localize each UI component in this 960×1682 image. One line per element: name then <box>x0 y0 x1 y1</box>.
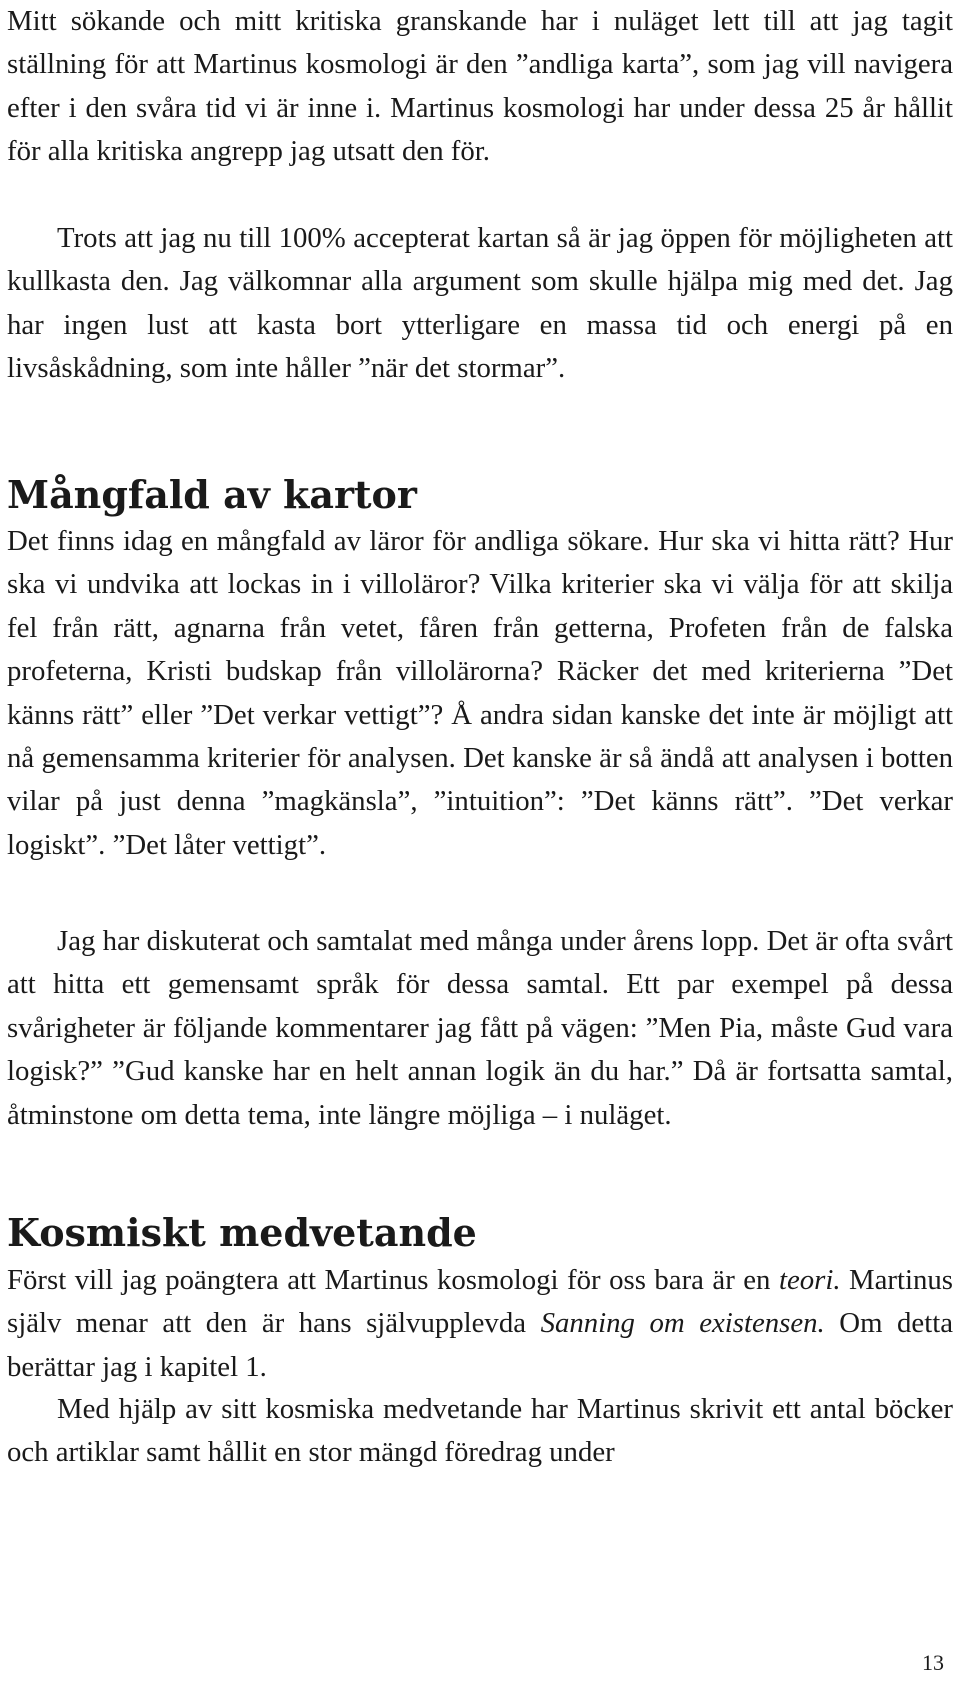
paragraph-theory-emphasis-teori: teori. <box>778 1264 841 1296</box>
paragraph-theory-part-b: Martinus själv menar att den är hans självupplevda <box>7 1264 953 1340</box>
heading-mangfald-av-kartor: Mångfald av kartor <box>7 472 417 517</box>
page-number: 13 <box>922 1650 944 1675</box>
paragraph-cosmic-consciousness: Med hjälp av sitt kosmiska medvetande har Martinus skrivit ett antal böcker och artiklar samt hållit en stor mängd föredrag under <box>7 1393 953 1469</box>
paragraph-theory-emphasis-sanning: Sanning om existensen. <box>540 1307 825 1340</box>
paragraph-intro: Mitt sökande och mitt kritiska granskande har i nuläget lett till att jag tagit ställning för att Martinus kosmologi är den ”andliga karta”, som jag vill navigera efter i den svåra tid vi är inne i. Martinus kosmologi har under dessa 25 år hållit för alla kritiska angrepp jag utsatt den för. <box>7 5 953 168</box>
paragraph-discussions: Jag har diskuterat och samtalat med många under årens lopp. Det är ofta svårt att hitta ett gemensamt språk för dessa samtal. Ett par exempel på dessa svårigheter är följande kommentarer jag fått på vägen: ”Men Pia, måste Gud vara logisk?” ”Gud kanske har en helt annan logik än du har.” Då är fortsatta samtal, åtminstone om detta tema, inte längre möjliga – i nuläget. <box>7 925 953 1131</box>
paragraph-theory <box>7 1259 953 1389</box>
paragraph-theory-part-c: Om detta berättar jag i kapitel 1. <box>7 1307 953 1383</box>
paragraph-theory-part-a: Först vill jag poängtera att Martinus kosmologi för oss bara är en <box>7 1264 779 1296</box>
paragraph-criteria: Det finns idag en mångfald av läror för andliga sökare. Hur ska vi hitta rätt? Hur ska vi undvika att lockas in i villoläror? Vilka kriterier ska vi välja för att skilja fel från rätt, agnarna från vetet, fåren från getterna, Profeten från de falska profeterna, Kristi budskap från villolärorna? Räcker det med kriterierna ”Det känns rätt” eller ”Det verkar vettigt”? Å andra sidan kanske det inte är möjligt att nå gemensamma kriterier för analysen. Det kanske är så ändå att analysen i botten vilar på just denna ”magkänsla”, ”intuition”: ”Det känns rätt”. ”Det verkar logiskt”. ”Det låter vettigt”. <box>7 525 953 861</box>
paragraph-open-to-refute: Trots att jag nu till 100% accepterat kartan så är jag öppen för möjligheten att kullkasta den. Jag välkomnar alla argument som skulle hjälpa mig med det. Jag har ingen lust att kasta bort ytterligare en massa tid och energi på en livsåskådning, som inte håller ”när det stormar”. <box>7 222 953 385</box>
heading-kosmiskt-medvetande: Kosmiskt medvetande <box>7 1210 477 1255</box>
